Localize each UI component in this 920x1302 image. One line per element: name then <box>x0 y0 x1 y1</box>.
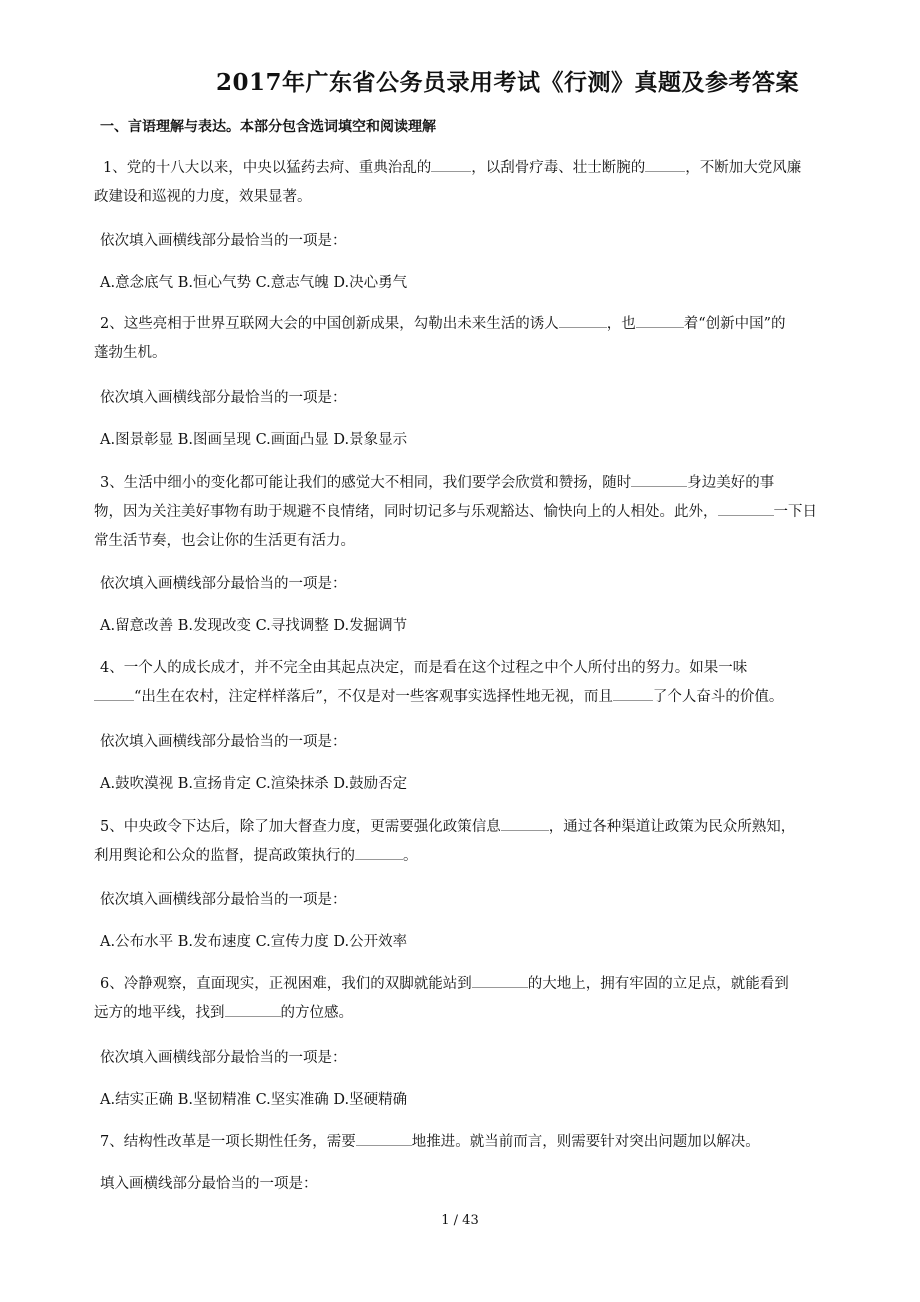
answer-blank <box>356 1131 412 1146</box>
page-indicator: 1 / 43 <box>441 1213 479 1228</box>
section-heading: 一、言语理解与表达。本部分包含选词填空和阅读理解 <box>100 119 436 135</box>
question-5: 5、中央政令下达后，除了加大督查力度，更需要强化政策信息 ，通过各种渠道让政策为民众所熟知， 利用舆论和公众的监督，提高政策执行的 。 <box>100 813 860 871</box>
question-4: 4、一个人的成长成才，并不完全由其起点决定，而是看在这个过程之中个人所付出的努力。如果一味 “出生在农村，注定样样落后”，不仅是对一些客观事实选择性地无视，而且 了个人奋斗的价值。 <box>100 654 860 712</box>
question-1-prompt: 依次填入画横线部分最恰当的一项是： <box>100 233 347 249</box>
question-2: 2、这些亮相于世界互联网大会的中国创新成果，勾勒出未来生活的诱人 ，也 着“创新中国”的 蓬勃生机。 <box>100 310 860 368</box>
question-1-options: A.意念底气 B.恒心气势 C.意志气魄 D.决心勇气 <box>100 275 408 291</box>
document-title: 2017年广东省公务员录用考试《行测》真题及参考答案 <box>215 69 799 96</box>
question-7-prompt: 填入画横线部分最恰当的一项是： <box>100 1176 318 1192</box>
question-1: 1、党的十八大以来，中央以猛药去疴、重典治乱的 ，以刮骨疗毒、壮士断腕的 ，不断加大党风廉 政建设和巡视的力度，效果显著。 <box>100 154 860 212</box>
question-6-options: A.结实正确 B.坚韧精准 C.坚实准确 D.坚硬精确 <box>100 1092 408 1108</box>
question-6: 6、冷静观察，直面现实，正视困难，我们的双脚就能站到 的大地上，拥有牢固的立足点，就能看到 远方的地平线，找到 的方位感。 <box>100 970 860 1028</box>
answer-blank <box>472 973 528 988</box>
answer-blank <box>631 472 687 487</box>
answer-blank <box>94 686 134 701</box>
answer-blank <box>355 845 403 860</box>
question-5-prompt: 依次填入画横线部分最恰当的一项是： <box>100 892 347 908</box>
answer-blank <box>559 313 607 328</box>
question-2-prompt: 依次填入画横线部分最恰当的一项是： <box>100 390 347 406</box>
answer-blank <box>225 1002 281 1017</box>
question-5-options: A.公布水平 B.发布速度 C.宣传力度 D.公开效率 <box>100 934 408 950</box>
answer-blank <box>636 313 684 328</box>
question-2-options: A.图景彰显 B.图画呈现 C.画面凸显 D.景象显示 <box>100 432 408 448</box>
question-3-prompt: 依次填入画横线部分最恰当的一项是： <box>100 576 347 592</box>
answer-blank <box>645 157 685 172</box>
question-4-prompt: 依次填入画横线部分最恰当的一项是： <box>100 734 347 750</box>
question-3: 3、生活中细小的变化都可能让我们的感觉大不相同，我们要学会欣赏和赞扬，随时 身边美好的事 物，因为关注美好事物有助于规避不良情绪，同时切记多与乐观豁达、愉快向上的人相处。此外， 一下日 常生活节奏，也会让你的生活更有活力。 <box>100 469 860 556</box>
answer-blank <box>613 686 653 701</box>
question-7: 7、结构性改革是一项长期性任务，需要 地推进。就当前而言，则需要针对突出问题加以解决。 <box>100 1128 860 1157</box>
question-3-options: A.留意改善 B.发现改变 C.寻找调整 D.发掘调节 <box>100 618 408 634</box>
answer-blank <box>718 501 774 516</box>
question-6-prompt: 依次填入画横线部分最恰当的一项是： <box>100 1050 347 1066</box>
question-4-options: A.鼓吹漠视 B.宣扬肯定 C.渲染抹杀 D.鼓励否定 <box>100 776 408 792</box>
answer-blank <box>431 157 471 172</box>
answer-blank <box>501 816 549 831</box>
